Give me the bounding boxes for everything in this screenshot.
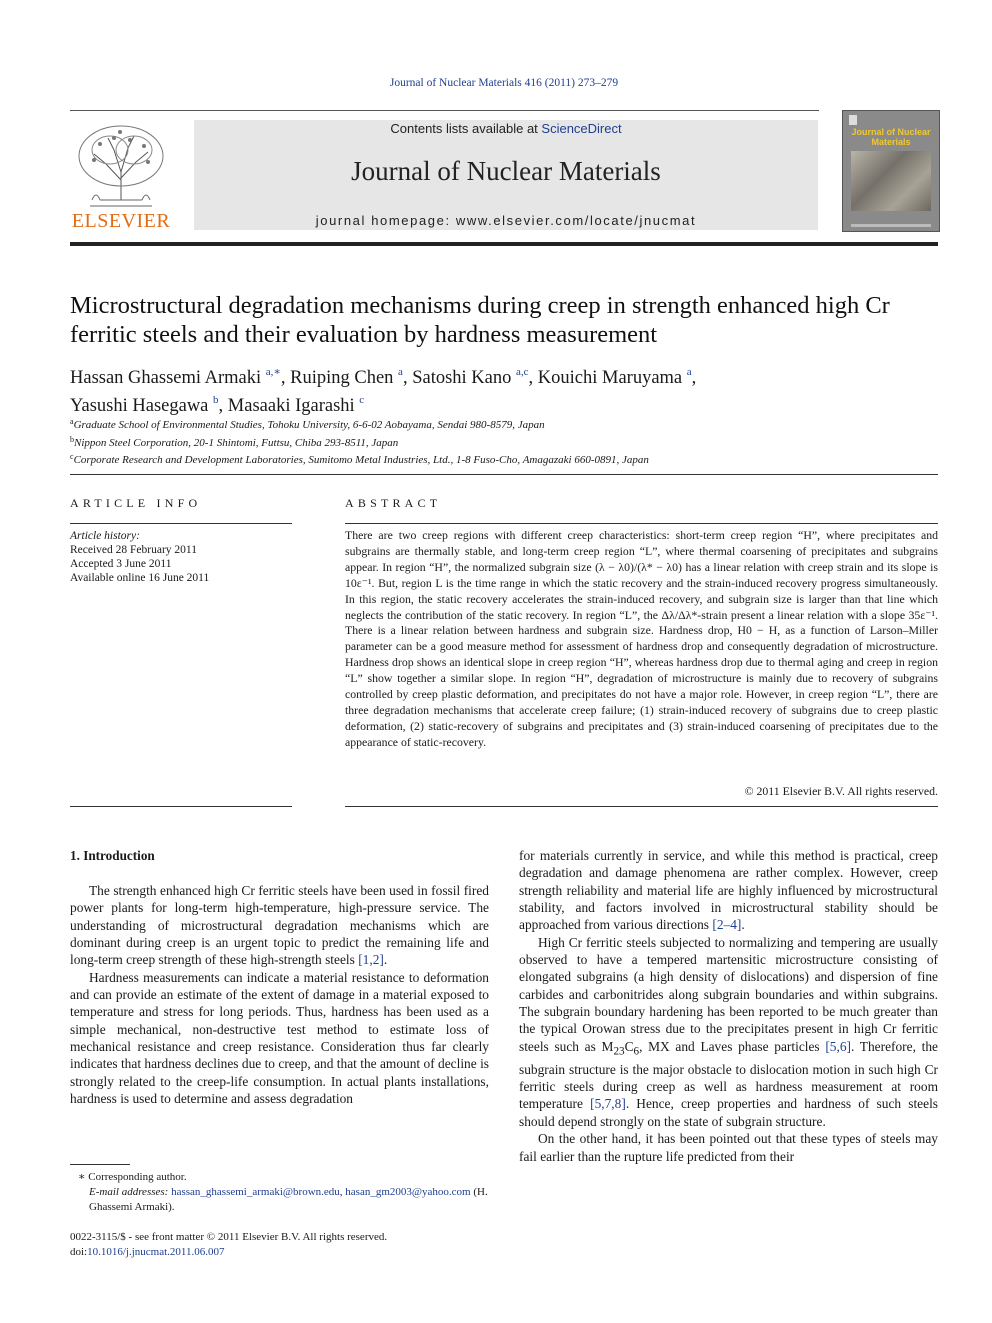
paragraph: The strength enhanced high Cr ferritic steels have been used in fossil fired power plants for long-term high-temperature, high-pressure service. The understanding of microstructural degradation mechanisms which are dominant during creep is an urgent topic to predict the remaining life and long-term creep strength of these high-strength steels [1,2]. xyxy=(70,883,489,968)
affiliation: $^c$Corporate Research and Development Laboratories, Sumitomo Metal Industries, Ltd., 1-8 Fuso-Cho, Amagazaki 660-0891, Japan xyxy=(70,452,649,466)
sciencedirect-link[interactable]: ScienceDirect xyxy=(541,121,622,136)
history-label: Article history: xyxy=(70,530,140,542)
author-affil-mark[interactable]: a,c xyxy=(516,366,529,378)
online-date: Available online 16 June 2011 xyxy=(70,572,210,584)
affiliation: $^b$Nippon Steel Corporation, 20-1 Shintomi, Futtsu, Chiba 293-8511, Japan xyxy=(70,434,399,449)
header-rule xyxy=(70,110,819,111)
author-list: Hassan Ghassemi Armaki $^{a,∗}$, Ruiping Chen $^a$, Satoshi Kano $^{a,c}$, Kouichi Maruyama $^a$, Yasushi Hasegawa $^b$, Masaaki Igarashi $^c$ xyxy=(70,366,697,416)
author-name: Kouichi Maruyama xyxy=(537,368,683,388)
citation-link[interactable]: [5,6] xyxy=(825,1038,852,1054)
email-link[interactable]: hassan_ghassemi_armaki@brown.edu xyxy=(171,1186,340,1198)
doi-label: doi: xyxy=(70,1245,88,1258)
email-owner: (H. Ghassemi Armaki). xyxy=(89,1186,488,1213)
author-name: Hassan Ghassemi Armaki xyxy=(70,368,262,388)
contents-line xyxy=(194,121,818,136)
footnote: ∗ Corresponding author. E-mail addresses: hassan_ghassemi_armaki@brown.edu, hasan_gm2003@yahoo.com (H. Ghassemi Armaki). xyxy=(70,1170,490,1215)
contents-prefix: Contents lists available at xyxy=(390,121,542,136)
issn-line: 0022-3115/$ - see front matter © 2011 Elsevier B.V. All rights reserved. xyxy=(70,1231,388,1243)
introduction-heading: 1. Introduction xyxy=(70,848,155,863)
email-label: E-mail addresses: xyxy=(89,1186,169,1198)
journal-cover-image xyxy=(842,110,940,232)
paragraph: High Cr ferritic steels subjected to normalizing and tempering are usually observed to have a tempered martensitic microstructure consisting of elongated subgrains (a high density of dislocations) and dispersion of fine carbides and carbonitrides along subgrain boundaries and within subgrains. The subgrain boundary hardening has been reported to be much greater than the typical Orowan stress due to the precipitates present in high Cr ferritic steels such as $M_{23}C_6$, MX and Laves phase particles [5,6]. Therefore, the subgrain structure is the major obstacle to dislocation motion in such high Cr ferritic steels during creep as well as hardness measurement at room temperature [5,7,8]. Hence, creep properties and hardness of such steels should depend strongly on the state of subgrain structure. xyxy=(519,934,938,1129)
body-column-left xyxy=(70,882,489,1107)
footnote-rule xyxy=(70,1164,130,1165)
author-name: Yasushi Hasegawa xyxy=(70,396,209,416)
article-title: Microstructural degradation mechanisms during creep in strength enhanced high Cr ferritic steels and their evaluation by hardness measurement xyxy=(70,292,890,348)
author-affil-mark[interactable]: a xyxy=(686,366,692,378)
paragraph: On the other hand, it has been pointed out that these types of steels may fail earlier than the rupture life predicted from their xyxy=(519,1131,938,1164)
article-info-rule xyxy=(70,523,292,524)
elsevier-wordmark: ELSEVIER xyxy=(71,210,171,232)
journal-name: Journal of Nuclear Materials xyxy=(351,156,661,186)
cover-logo-icon xyxy=(849,115,857,125)
email-link[interactable]: hasan_gm2003@yahoo.com xyxy=(345,1186,471,1198)
article-info-heading: ARTICLE INFO xyxy=(70,496,202,510)
cover-footer-bar xyxy=(851,224,931,227)
abstract-copyright: © 2011 Elsevier B.V. All rights reserved. xyxy=(744,784,938,798)
abstract-heading: ABSTRACT xyxy=(345,496,442,510)
abstract-bottom-rule xyxy=(345,806,938,807)
author-name: Satoshi Kano xyxy=(412,368,512,388)
paragraph: for materials currently in service, and while this method is practical, creep degradation and damage phenomena are rather complex. However, creep strength reliability and material life are highly influenced by microstructural stability, and factors involved in microstructural stability should be approached from various directions [2–4]. xyxy=(519,848,938,933)
cover-micrograph xyxy=(851,151,931,211)
affiliation: $^a$Graduate School of Environmental Studies, Tohoku University, 6-6-02 Aobayama, Sendai 980-8579, Japan xyxy=(70,417,545,431)
abstract-rule xyxy=(345,523,938,524)
abstract-text: There are two creep regions with different creep characteristics: short-term creep region “H”, where precipitates and subgrains are thermally stable, and long-term creep region “L”, where thermal coarsening of precipitates and subgrains appear. In region “H”, the normalized subgrain size (λ − λ0)/(λ* − λ0) has a linear relation with creep strain and its slope is 10ε⁻¹. But, region L is the time range in which the static recovery and the strain-induced recovery progress simultaneously. In this region, the static recovery accelerates the strain-induced recovery, and subgrain size is larger than that line which neglects the contribution of the static recovery. In region “L”, the Δλ/Δλ*-strain present a linear relation with a slope 35ε⁻¹. There is a linear relation between hardness and subgrain size. Hardness drop, H0 − H, as a function of Larson–Miller parameter can be a good measure method for assessment of hardness drop and consequently degradation of microstructure. Hardness drop shows an identical slope in creep region “H”, whereas hardness drop due to thermal aging and creep in region “L” show together a similar slope. In region “H”, degradation of microstructure is mainly due to recovery of subgrains controlled by creep plastic deformation, and precipitates do not have a major role. However, in creep region “L”, there are three degradation mechanisms that accelerate creep failure; (1) strain-induced recovery of subgrains due to creep plastic deformation, (2) static-recovery of subgrains and precipitates and (3) strain-induced coarsening of precipitates due to the appearance of static-recovery. xyxy=(345,528,938,749)
author-name: Masaaki Igarashi xyxy=(227,396,355,416)
affiliation-list xyxy=(70,415,940,468)
article-info-bottom-rule xyxy=(70,806,292,807)
author-affil-mark[interactable]: a xyxy=(398,366,403,378)
author-affil-mark[interactable]: a,∗ xyxy=(265,366,281,378)
article-history xyxy=(70,529,300,585)
doi-link[interactable]: 10.1016/j.jnucmat.2011.06.007 xyxy=(87,1245,225,1258)
journal-citation[interactable]: Journal of Nuclear Materials 416 (2011) 273–279 xyxy=(389,77,619,89)
journal-homepage[interactable]: journal homepage: www.elsevier.com/locate/jnucmat xyxy=(315,213,697,228)
author-name: Ruiping Chen xyxy=(290,368,394,388)
article-identifiers xyxy=(70,1230,490,1259)
citation-link[interactable]: [5,7,8] xyxy=(590,1096,626,1112)
section-rule xyxy=(70,474,938,475)
author-affil-mark[interactable]: b xyxy=(213,394,219,406)
author-affil-mark[interactable]: c xyxy=(359,394,365,406)
cover-title: Journal of Nuclear Materials xyxy=(851,127,931,147)
received-date: Received 28 February 2011 xyxy=(70,544,197,556)
header-thick-rule xyxy=(70,242,938,246)
body-column-right xyxy=(519,847,938,1165)
citation-link[interactable]: [2–4] xyxy=(712,917,742,933)
accepted-date: Accepted 3 June 2011 xyxy=(70,558,172,570)
citation-link[interactable]: [1,2] xyxy=(358,952,384,968)
corresponding-author-note: ∗ Corresponding author. xyxy=(78,1171,187,1183)
paragraph: Hardness measurements can indicate a material resistance to deformation and can provide an estimate of the extent of damage in a material exposed to temperature and stress for long periods. Thus, hardness has been used as a simple mechanical, non-destructive test method to estimate loss of mechanical resistance and creep resistance. Consideration thus far clearly indicates that hardness declines due to creep, and that the amount of decline is strongly related to the creep-life consumption. In actual plants installations, hardness is used to determine and assess degradation xyxy=(70,969,489,1107)
